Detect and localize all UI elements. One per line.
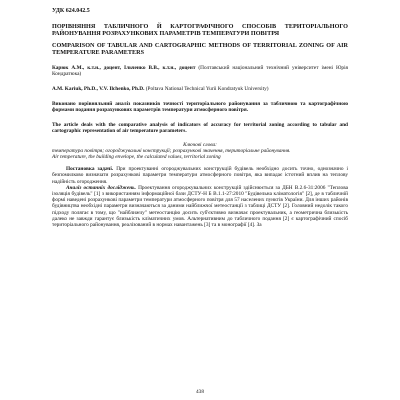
title-english: COMPARISON OF TABULAR AND CARTOGRAPHIC METHODS OF TERRITORIAL ZONING OF AIR TEMPERATURE PARAMETERS xyxy=(52,42,348,57)
keywords-heading: Ключові слова: xyxy=(183,141,217,148)
authors-ukrainian xyxy=(52,65,348,77)
keywords-english: Air temperature, the building envelope, the calculated values, territorial zoning xyxy=(52,154,221,161)
problem-statement-text: При проектуванні огороджувальних конструкцій будівель необхідно досить точно, однозначно і безпомилково визначати розрахункові параметри температури атмосферного повітря, яка випадає істотний вплив на теплову надійність огородження. xyxy=(52,166,349,185)
authors-ukrainian-names: Карюк А.М., к.т.н., доцент, Ільченко В.В., к.т.н., доцент xyxy=(52,65,196,72)
authors-ukrainian-affiliation: (Полтавський національний технічний університет імені Юрія Кондратюка) xyxy=(52,65,348,78)
keywords-ukrainian: температура повітря; огороджувальні конструкції; розрахункові значення, територіальне районування. xyxy=(52,147,291,154)
literature-review-text: Проектування огороджувальних конструкцій здійснюється за ДБН В.2.6-31:2006 "Теплова ізоляція будівель" [1] з використанням інформаційної бази ДСТУ-Н Б В.1.1-27:2010 "Будівельна кліматологія" [2], де в табличній формі наведені розрахункові параметри температури атмосферного повітря для 57 населених пунктів України. Для інших районів будівництва необхідні параметри визначаються за даними найближчої метеостанції з таблиці ДСТУ [2]. Головний недолік такого підходу полягає в тому, що "найближчу" метеостанцію досить суб'єктивно визначає проектувальник, а геометрична близькість далеко не завжди гарантує близькість кліматичних умов. Альтернативним до табличного подання [2] є картографічний спосіб територіального районування, реалізований в нормах навантажень [3] та в монографії [4]. За xyxy=(52,184,348,229)
authors-english-affiliation: (Poltava National Technical Yurii Kondratyuk University) xyxy=(145,85,269,92)
literature-review-paragraph xyxy=(52,185,348,228)
literature-review-label: Аналіз останніх досліджень. xyxy=(66,184,136,191)
problem-statement-label: Постановка задачі. xyxy=(66,166,114,173)
abstract-english: The article deals with the comparative analysis of indicators of accuracy for territorial zoning according to tabular and cartographic representation of air temperature parameters. xyxy=(52,122,348,135)
abstract-ukrainian: Виконано порівняльний аналіз показників точності територіального районування за табличною та картографічною формами подання розрахункових параметрів температури атмосферного повітря. xyxy=(52,100,348,114)
page-number: 438 xyxy=(196,389,204,395)
authors-english-names: A.M. Kariuk, Ph.D., V.V. Ilchenko, Ph.D. xyxy=(52,85,145,92)
problem-statement-paragraph xyxy=(52,166,348,185)
authors-english xyxy=(52,86,348,92)
title-ukrainian: ПОРІВНЯННЯ ТАБЛИЧНОГО Й КАРТОГРАФІЧНОГО СПОСОБІВ ТЕРИТОРІАЛЬНОГО РАЙОНУВАННЯ РОЗРАХУНКОВИХ ПАРАМЕТРІВ ТЕМПЕРАТУРИ ПОВІТРЯ xyxy=(52,23,348,38)
udk-code: УДК 624.042.5 xyxy=(52,8,90,14)
